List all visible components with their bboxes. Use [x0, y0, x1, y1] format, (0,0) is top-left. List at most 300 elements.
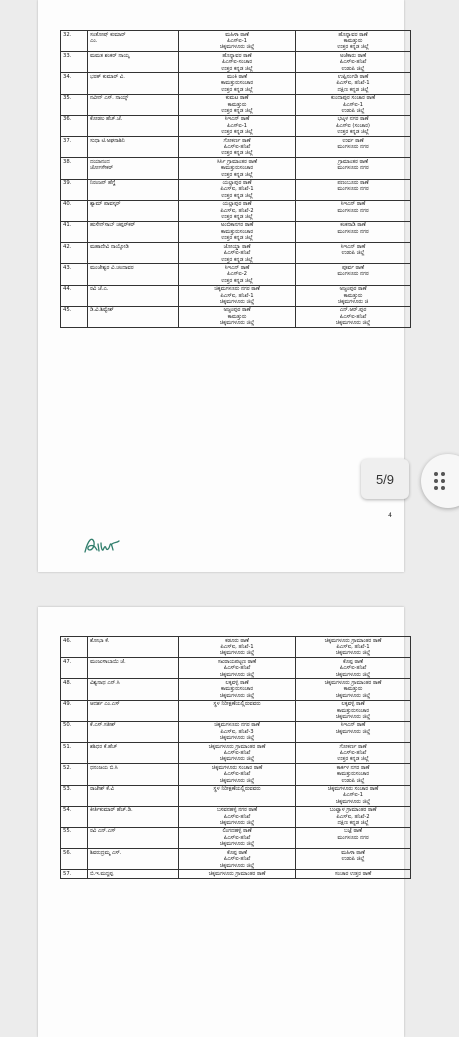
cell-to [296, 115, 411, 136]
cell-line: ಚಿಕ್ಕಮಗಳೂರು ಜಿಲ್ಲೆ [219, 820, 255, 827]
cell-from [179, 764, 296, 785]
table-row [61, 200, 411, 221]
cell-name [88, 637, 179, 658]
cell-line: ಶ್ಯಾಮ್ ಪಾವಸ್ಕರ್ [90, 201, 121, 208]
cell-to [296, 264, 411, 285]
cell-line: ಮಹಾದೇವಿ ನಾಯ್ಕೋಡಿ [90, 243, 129, 250]
cell-from [179, 849, 296, 870]
cell-line: ಲಕ್ಕವಳ್ಳಿ ಠಾಣೆ [341, 701, 365, 708]
cell-no: 49. [61, 700, 88, 721]
cell-no: 50. [61, 721, 88, 742]
cell-line: ಸಿರ್ಸಿ ಗ್ರಾಮಾಂತರ ಠಾಣೆ [216, 158, 258, 165]
cell-line: ಪಿಎಸ್‌ಐ-1 [342, 101, 364, 108]
cell-line: ಉತ್ತರ ಕನ್ನಡ ಜಿಲ್ಲೆ [337, 129, 369, 136]
cell-line: ಕಾಮತ್ತುರು [227, 313, 247, 320]
cell-no: 34. [61, 73, 88, 94]
cell-line: ಪಿಎಸ್‌ಐ-1 [342, 792, 364, 799]
transfer-table [60, 30, 411, 328]
cell-name [88, 137, 179, 158]
table-row [61, 264, 411, 285]
cell-no: 51. [61, 743, 88, 764]
cell-line: ಸಿಇಎನ್ ಠಾಣೆ [340, 243, 366, 250]
cell-line: ಸುಧಾ ಟಿ.ಅಘನಾಶಿನಿ [90, 137, 125, 144]
cell-line: ಪಿಎಸ್‌ಐ (ಸಂಚಾರ) [335, 122, 371, 129]
cell-to [296, 849, 411, 870]
cell-name [88, 764, 179, 785]
cell-to [296, 285, 411, 306]
cell-line: ಶೋಭಾ ಕೆ. [90, 637, 110, 644]
cell-from [179, 243, 296, 264]
cell-line: ನವೀನ್ ಎಸ್. ನಾಯ್ಕ್ [90, 95, 129, 102]
cell-to [296, 806, 411, 827]
cell-no: 35. [61, 94, 88, 115]
cell-line: ಚಿಕ್ಕಮಗಳೂರು ಜಿಲ್ಲೆ [219, 735, 255, 742]
cell-line: ಮಂಗಳೂರು ನಗರ [337, 165, 369, 172]
cell-line: ಕಾಮತ್ತುರು [343, 292, 363, 299]
cell-line: ಹುಸೇನ್‌ಸಾಬ್ ಚಪ್ಪರ್‌ಕರ್ [90, 222, 136, 229]
cell-to [296, 73, 411, 94]
cell-from [179, 73, 296, 94]
cell-line: ರವಿ ಜೆ.ಎ. [90, 286, 109, 293]
cell-line: ಗೋಕರ್ಣ ಠಾಣೆ [339, 743, 367, 750]
cell-no: 42. [61, 243, 88, 264]
cell-line: ಚಿಕ್ಕಮಗಳೂರು ಜಿಲ್ಲೆ [219, 841, 255, 848]
table-row [61, 52, 411, 73]
cell-line: ರಾಜೇಶ್ ಕೆ.ವಿ [90, 786, 114, 793]
cell-line: ಮಂಗಳೂರು ನಗರ [337, 186, 369, 193]
cell-line: ಪಿಎಸ್‌ಐ-ತನಿಖೆ [339, 665, 367, 672]
cell-line: ಪಿಎಸ್‌ಐ, ತನಿಖೆ-1 [220, 292, 254, 299]
cell-no: 37. [61, 137, 88, 158]
cell-line: ಸಿಇಎನ್ ಠಾಣೆ [224, 116, 250, 123]
cell-line: ಸ್ಥಳ ನಿರೀಕ್ಷಣೆಯಲ್ಲಿರುವವರು [213, 786, 261, 793]
cell-line: ಅಜ್ಜಂಪುರ ಠಾಣೆ [339, 286, 367, 293]
cell-name [88, 179, 179, 200]
cell-no: 39. [61, 179, 88, 200]
cell-to [296, 200, 411, 221]
cell-from [179, 700, 296, 721]
cell-line: ಪಿಎಸ್‌ಐ-1 [226, 37, 248, 44]
cell-no: 48. [61, 679, 88, 700]
cell-line: ಪಿಎಸ್‌ಐ-1 [226, 122, 248, 129]
cell-line: ಚಿಕ್ಕಮಗಳೂರು ಜಿಲ್ಲೆ [219, 756, 255, 763]
cell-name [88, 700, 179, 721]
cell-line: ಕಡೂರು ಠಾಣೆ [225, 637, 249, 644]
cell-line: ದಕ್ಷಿಣ ಕನ್ನಡ ಜಿಲ್ಲೆ [337, 86, 369, 93]
transfer-table-body [61, 31, 411, 328]
cell-line: ಚಿಕ್ಕಮಗಳೂರು ನಗರ ಠಾಣೆ [214, 722, 260, 729]
cell-line: ಉತ್ತರ ಕನ್ನಡ ಜಿಲ್ಲೆ [221, 192, 253, 199]
table-row [61, 679, 411, 700]
cell-no: 43. [61, 264, 88, 285]
cell-line: ಪಿಎಸ್‌ಐ, ತನಿಖೆ-2 [336, 813, 370, 820]
cell-line: ಉತ್ತರ ಕನ್ನಡ ಜಿಲ್ಲೆ [221, 65, 253, 72]
cell-line: ಪಿಎಸ್‌ಐ-ತನಿಖೆ [339, 313, 367, 320]
cell-line: ಉಡುಪಿ ಜಿಲ್ಲೆ [341, 107, 365, 114]
cell-name [88, 743, 179, 764]
cell-line: ಆದರ್ಶ ಎಂ.ಎಸ್ [90, 701, 120, 708]
cell-line: ಸಿಇಎನ್ ಠಾಣೆ [340, 201, 366, 208]
cell-line: ಉಡುಪಿ ಜಿಲ್ಲೆ [341, 250, 365, 257]
cell-line: ಕಾಮತ್ತುರುಸಂಚಾರ [220, 228, 254, 235]
cell-to [296, 637, 411, 658]
cell-line: ಕೆ.ಎಸ್.ಸತೀಶ್ [90, 722, 116, 729]
cell-line: ಅಜೆಕಾರು ಠಾಣೆ [339, 52, 367, 59]
cell-line: ಉತ್ತರ ಕನ್ನಡ ಜಿಲ್ಲೆ [337, 44, 369, 51]
cell-line: ಕಾಮತ್ತುರುಸಂಚಾರ [220, 165, 254, 172]
cell-no: 33. [61, 52, 88, 73]
cell-line: ಉತ್ತರ ಕನ್ನಡ ಜಿಲ್ಲೆ [221, 129, 253, 136]
cell-line: ಕಾಮತ್ತುರುಸಂಚಾರ [336, 771, 370, 778]
cell-no: 54. [61, 806, 88, 827]
cell-line: ಪಿಎಸ್‌ಐ-ತನಿಖೆ [223, 750, 251, 756]
cell-line: ಕಾಮತ್ತುರು [343, 37, 363, 44]
cell-line: ಕಾರ್ಕಳ ನಗರ ಠಾಣೆ [336, 764, 370, 771]
cell-line: ಚಿಕ್ಕಮಗಳೂರು ಗ್ರಾಮಾಂತರ ಠಾಣೆ [324, 637, 382, 644]
cell-line: ಸಂಚಾರ ಉತ್ತರ ಠಾಣೆ [334, 870, 372, 877]
table-row [61, 221, 411, 242]
cell-from [179, 158, 296, 179]
table-row [61, 73, 411, 94]
cell-line: ಎನ್.ಆರ್.ಪುರ [339, 307, 367, 314]
cell-line: ಪಿಎಸ್‌ಐ-ತನಿಖೆ [223, 771, 251, 778]
cell-name [88, 243, 179, 264]
cell-line: ಪೂರ್ವ ಠಾಣೆ [341, 264, 365, 271]
cell-name [88, 679, 179, 700]
cell-line: ಪಿಎಸ್‌ಐ-ತನಿಖೆ [223, 144, 251, 150]
page-number: 4 [388, 512, 392, 519]
cell-line: ಉತ್ತರ ಕನ್ನಡ ಜಿಲ್ಲೆ [221, 235, 253, 242]
cell-from [179, 115, 296, 136]
cell-line: ಚಿಕ್ಕಮಗಳೂರು ಜಿಲ್ಲೆ [219, 298, 255, 305]
cell-from [179, 264, 296, 285]
cell-line: ಕಾಮತ್ತುರುಸಂಚಾರ [336, 707, 370, 714]
table-row [61, 764, 411, 785]
table-row [61, 785, 411, 806]
cell-to [296, 179, 411, 200]
cell-line: ಲಿಂಗದಹಳ್ಳಿ ಠಾಣೆ [222, 828, 252, 835]
cell-line: ಕಾಮತ್ತುರು [343, 686, 363, 693]
cell-line: ಎಂ. [90, 37, 98, 44]
cell-line: ಮಂಗಳೂರು ನಗರ [337, 271, 369, 278]
more-options-button[interactable] [421, 454, 459, 508]
cell-from [179, 743, 296, 764]
cell-no: 41. [61, 221, 88, 242]
cell-to [296, 743, 411, 764]
cell-line: ಕೊಪ್ಪ ಠಾಣೆ [343, 658, 363, 665]
cell-line: ಮಹಿಳಾ ಠಾಣೆ [225, 31, 249, 38]
cell-name [88, 785, 179, 806]
cell-from [179, 285, 296, 306]
grid-dots-icon [434, 472, 445, 490]
cell-line: ಚಿಕ್ಕಮಗಳೂರು ಜಿಲ್ಲೆ [219, 650, 255, 657]
cell-name [88, 264, 179, 285]
table-row [61, 179, 411, 200]
cell-line: ಮಮತ ಶಂಕರ್ ನಾಯ್ಕ [90, 52, 130, 59]
cell-to [296, 785, 411, 806]
cell-line: ಚಿಕ್ಕಮಗಳೂರು ಜಿಲ್ಲೆ [219, 777, 255, 784]
cell-line: ಧನಂಜಯ ಬಿ.ಸಿ [90, 764, 118, 771]
cell-no: 47. [61, 658, 88, 679]
cell-line: ರವಿ ಎನ್.ಎಸ್ [90, 828, 116, 835]
cell-from [179, 52, 296, 73]
cell-line: ದಕ್ಷಿಣ ಕನ್ನಡ ಜಿಲ್ಲೆ [337, 820, 369, 827]
cell-line: ಭರತ್ ಕುಮಾರ್ ವಿ. [90, 73, 125, 80]
cell-no: 45. [61, 306, 88, 327]
cell-name [88, 94, 179, 115]
cell-to [296, 700, 411, 721]
cell-line: ಚಿಕ್ಕಮಗಳೂರು ಜಿಲ್ಲೆ [335, 713, 371, 720]
cell-line: ಚಿಕ್ಕಮಗಳೂರು ಸಂಚಾರ ಠಾಣೆ [211, 764, 263, 771]
table-row [61, 658, 411, 679]
cell-line: ಪಿಎಸ್‌ಐ-ತನಿಖೆ [223, 813, 251, 820]
table-row [61, 285, 411, 306]
cell-name [88, 806, 179, 827]
transfer-table-body [61, 637, 411, 879]
cell-line: ಉತ್ತರ ಕನ್ನಡ ಜಿಲ್ಲೆ [221, 277, 253, 284]
cell-to [296, 158, 411, 179]
cell-line: ಪಿಎಸ್‌ಐ-ತನಿಖೆ [339, 750, 367, 756]
cell-name [88, 849, 179, 870]
table-row [61, 637, 411, 658]
cell-line: ವಿಶ್ವನಾಥ ಎನ್.ಸಿ [90, 679, 120, 686]
cell-from [179, 306, 296, 327]
cell-from [179, 179, 296, 200]
cell-line: ಪಿಎಸ್‌ಐ-ತನಿಖೆ [339, 59, 367, 66]
cell-line: ಚಿಕ್ಕಮಗಳೂರು ಜಿಲ್ಲೆ [219, 862, 255, 869]
cell-line: ಮಂಗಳೂರು ನಗರ [337, 144, 369, 150]
document-page-1 [38, 0, 404, 572]
cell-no: 38. [61, 158, 88, 179]
cell-name [88, 115, 179, 136]
cell-line: ಬಂಟ್ವಾಳ ಗ್ರಾಮಾಂತರ ಠಾಣೆ [329, 807, 377, 814]
cell-line: ಹೊನ್ನಾವರ ಠಾಣೆ [338, 31, 368, 38]
cell-to [296, 306, 411, 327]
cell-line: ಮಹಿಳಾ ಠಾಣೆ [341, 849, 365, 856]
cell-to [296, 679, 411, 700]
cell-from [179, 94, 296, 115]
cell-line: ಚಿಕ್ಕಮಗಳೂರು ಜಿಲ್ಲೆ [219, 320, 255, 327]
cell-line: ಉಪ್ಪಿನಂಗಡಿ ಠಾಣೆ [337, 73, 369, 80]
cell-from [179, 221, 296, 242]
cell-no: 32. [61, 31, 88, 52]
document-page-2 [38, 607, 404, 1037]
cell-line: ಉರ್ವ ಠಾಣೆ [342, 137, 364, 144]
cell-line: ಚಿಕ್ಕಮಗಳೂರು ಜಿ [337, 298, 369, 305]
cell-line: ಉತ್ತರ ಕನ್ನಡ ಜಿಲ್ಲೆ [221, 107, 253, 114]
cell-line: ಚಿಕ್ಕಮಗಳೂರು ಜಿಲ್ಲೆ [335, 671, 371, 678]
cell-line: ಮಂಜೇಶ್ವರ ವಿ.ಚಂದಾವರ [90, 264, 134, 271]
table-row [61, 137, 411, 158]
cell-line: ಕಾಮತ್ತುರುಸಂಚಾರ [220, 80, 254, 87]
cell-line: ಸಿಇಎನ್ ಠಾಣೆ [340, 722, 366, 729]
cell-line: ಅಂಬಿಕಾನಗರ ಠಾಣೆ [220, 222, 254, 229]
table-row [61, 721, 411, 742]
cell-name [88, 221, 179, 242]
cell-line: ಬಸವನಹಳ್ಳಿ ನಗರ ಠಾಣೆ [216, 807, 258, 814]
cell-from [179, 200, 296, 221]
cell-line: ಶಿವರುದ್ರಮ್ಮ ಎಸ್. [90, 849, 122, 856]
cell-line: ಪಿಎಸ್‌ಐ-ತನಿಖೆ [223, 250, 251, 257]
cell-line: ಕಾಮತ್ತುರುಸಂಚಾರ [220, 686, 254, 693]
cell-from [179, 137, 296, 158]
cell-no: 53. [61, 785, 88, 806]
cell-to [296, 658, 411, 679]
cell-line: ಕುಂದಾಪುರ ಸಂಚಾರ ಠಾಣೆ [330, 95, 376, 102]
cell-from [179, 637, 296, 658]
cell-line: ಶಶಿಧರ ಕೆ.ಹೆಚ್ [90, 743, 118, 750]
cell-line: ಚಿಕ್ಕಮಗಳೂರು ಜಿಲ್ಲೆ [335, 728, 371, 735]
cell-to [296, 721, 411, 742]
cell-line: ಮಂಗಳೂರು ನಗರ [337, 228, 369, 235]
cell-line: ಜೋಯ್ಡಾ ಠಾಣೆ [223, 243, 251, 250]
cell-name [88, 158, 179, 179]
cell-name [88, 658, 179, 679]
cell-no: 44. [61, 285, 88, 306]
cell-from [179, 31, 296, 52]
cell-line: ಉಡುಪಿ ಜಿಲ್ಲೆ [341, 65, 365, 72]
cell-name [88, 827, 179, 848]
cell-no: 46. [61, 637, 88, 658]
cell-line: ಯಲ್ಲಾಪುರ ಠಾಣೆ [222, 180, 252, 187]
table-row [61, 700, 411, 721]
cell-line: ಅಜ್ಜಂಪುರ ಠಾಣೆ [223, 307, 251, 314]
cell-line: ಪಿಎಸ್‌ಐ-ತನಿಖೆ [223, 665, 251, 672]
cell-line: ಗೋಕರ್ಣ ಠಾಣೆ [223, 137, 251, 144]
cell-line: ಜೋಗಳೇಕರ್ [90, 165, 114, 172]
cell-line: ಮಂಜುಳಾಬಾಯಿ ಜೆ. [90, 658, 126, 665]
cell-line: ಪಿಎಸ್‌ಐ, ತನಿಖೆ-1 [220, 643, 254, 650]
table-row [61, 806, 411, 827]
table-row [61, 243, 411, 264]
cell-line: ಪಿಎಸ್‌ಐ-ತನಿಖೆ [223, 856, 251, 863]
cell-line: ಚಿಕ್ಕಮಗಳೂರು ಗ್ರಾಮಾಂತರ ಠಾಣೆ [208, 743, 266, 750]
cell-line: ಸಿಇಎನ್ ಠಾಣೆ [224, 264, 250, 271]
cell-line: ಹೊನ್ನಾವರ ಠಾಣೆ [222, 52, 252, 59]
cell-from [179, 721, 296, 742]
cell-line: ಚಿಕ್ಕಮಗಳೂರು ಜಿಲ್ಲೆ [335, 320, 371, 327]
cell-line: ದಯಾನಂದ [90, 158, 110, 165]
cell-line: ಚಿಕ್ಕಮಗಳೂರು ಜಿಲ್ಲೆ [219, 692, 255, 699]
cell-to [296, 827, 411, 848]
cell-line: ಚಿಕ್ಕಮಗಳೂರು ಗ್ರಾಮಾಂತರ ಠಾಣೆ [208, 870, 266, 877]
table-row [61, 870, 411, 878]
cell-from [179, 870, 296, 878]
cell-to [296, 243, 411, 264]
cell-line: ಮಂಗಳೂರು ನಗರ [337, 834, 369, 841]
cell-from [179, 785, 296, 806]
cell-to [296, 764, 411, 785]
cell-line: ಕಾಮತ್ತುರು [227, 101, 247, 108]
cell-name [88, 52, 179, 73]
table-row [61, 115, 411, 136]
signature-image [82, 532, 122, 558]
cell-line: ಚಿಕ್ಕಮಗಳೂರು ನಗರ ಠಾಣೆ [214, 286, 260, 293]
cell-line: ಗ್ರಾಮಾಂತರ ಠಾಣೆ [337, 158, 369, 165]
table-row [61, 849, 411, 870]
cell-line: ಮಂಗಳೂರು ನಗರ [337, 207, 369, 214]
cell-line: ಪಿಎಸ್‌ಐ-2 [226, 271, 248, 278]
table-row [61, 743, 411, 764]
cell-line: ಯಲ್ಲಾಪುರ ಠಾಣೆ [222, 201, 252, 208]
cell-to [296, 94, 411, 115]
cell-from [179, 827, 296, 848]
cell-name [88, 306, 179, 327]
cell-to [296, 52, 411, 73]
table-row [61, 158, 411, 179]
cell-no: 52. [61, 764, 88, 785]
cell-name [88, 31, 179, 52]
cell-line: ಕುಮಟ ಠಾಣೆ [225, 95, 249, 102]
cell-no: 40. [61, 200, 88, 221]
cell-name [88, 73, 179, 94]
cell-line: ಡಿ.ವಿ.ಶಿವ್ವೇಶ್ [90, 307, 114, 314]
cell-name [88, 285, 179, 306]
cell-name [88, 870, 179, 878]
cell-line: ಉತ್ತರ ಕನ್ನಡ ಜಿಲ್ಲೆ [221, 256, 253, 263]
page-indicator: 5/9 [361, 459, 409, 499]
table-row [61, 827, 411, 848]
cell-from [179, 806, 296, 827]
cell-line: ಕಂಕನಾಡಿ ಠಾಣೆ [340, 222, 366, 229]
table-row [61, 94, 411, 115]
cell-line: ಉತ್ತರ ಕನ್ನಡ ಜಿಲ್ಲೆ [221, 150, 253, 157]
cell-line: ಸ್ಥಳ ನಿರೀಕ್ಷಣೆಯಲ್ಲಿರುವವರು [213, 701, 261, 708]
cell-line: ಪಣಂಬೂರು ಠಾಣೆ [337, 180, 369, 187]
table-row [61, 306, 411, 327]
cell-from [179, 679, 296, 700]
cell-no: 55. [61, 827, 88, 848]
cell-to [296, 221, 411, 242]
cell-line: ಚಿಕ್ಕಮಗಳೂರು ಜಿಲ್ಲೆ [219, 44, 255, 51]
cell-line: ಪಿಎಸ್‌ಐ-ತನಿಖೆ [223, 834, 251, 841]
cell-line: ಚಿಕ್ಕಮಗಳೂರು ಜಿಲ್ಲೆ [219, 671, 255, 678]
cell-no: 56. [61, 849, 88, 870]
cell-line: ಲಕ್ಕವಳ್ಳಿ ಠಾಣೆ [225, 679, 249, 686]
cell-line: ಮಂಕಿ ಠಾಣೆ [226, 73, 248, 80]
cell-no: 57. [61, 870, 88, 878]
cell-to [296, 137, 411, 158]
cell-line: ಪಿಎಸ್‌ಐ, ತನಿಖೆ-1 [336, 80, 370, 87]
cell-name [88, 721, 179, 742]
cell-line: ಉತ್ತರ ಕನ್ನಡ ಜಿಲ್ಲೆ [221, 86, 253, 93]
cell-no: 36. [61, 115, 88, 136]
cell-line: ಭಟ್ಕಳ ನಗರ ಠಾಣೆ [337, 116, 369, 123]
cell-from [179, 658, 296, 679]
cell-line: ನಿರಂಜನ್ ಹೆಗ್ಡೆ [90, 180, 116, 187]
transfer-table [60, 636, 411, 879]
cell-line: ಉಡುಪಿ ಜಿಲ್ಲೆ [341, 856, 365, 863]
cell-line: ಪಿಎಸ್‌ಐ-ಸಂಚಾರ [221, 59, 253, 66]
cell-line: ಕೀರ್ತಿಕುಮಾರ್ ಹೆಚ್.ಡಿ. [90, 807, 133, 814]
cell-line: ಚಿಕ್ಕಮಗಳೂರು ಜಿಲ್ಲೆ [335, 692, 371, 699]
cell-line: ಕೋಡಲ ಹೆಚ್.ಜೆ. [90, 116, 123, 123]
cell-line: ಉತ್ತರ ಕನ್ನಡ ಜಿಲ್ಲೆ [221, 214, 253, 221]
cell-to [296, 870, 411, 878]
cell-line: ಉತ್ತರ ಕನ್ನಡ ಜಿಲ್ಲೆ [337, 756, 369, 763]
cell-line: ಬಿ.ಇ.ಮದ್ದಪ್ಪ [90, 870, 114, 877]
cell-line: ಪಿಎಸ್‌ಐ, ತನಿಖೆ-3 [220, 728, 254, 735]
cell-line: ಸಂತೋಷ್ ಕುಮಾರ್ [90, 31, 126, 38]
cell-name [88, 200, 179, 221]
cell-line: ಬಜ್ಪೆ ಠಾಣೆ [344, 828, 362, 835]
cell-line: ಪಿಎಸ್‌ಐ, ತನಿಖೆ-1 [220, 186, 254, 193]
cell-line: ಉತ್ತರ ಕನ್ನಡ ಜಿಲ್ಲೆ [221, 171, 253, 178]
cell-line: ಚಿಕ್ಕಮಗಳೂರು ಜಿಲ್ಲೆ [335, 798, 371, 805]
cell-line: ಪಿಎಸ್‌ಐ, ತನಿಖೆ-1 [336, 643, 370, 650]
table-row [61, 31, 411, 52]
cell-line: ಕೊಪ್ಪ ಠಾಣೆ [227, 849, 247, 856]
